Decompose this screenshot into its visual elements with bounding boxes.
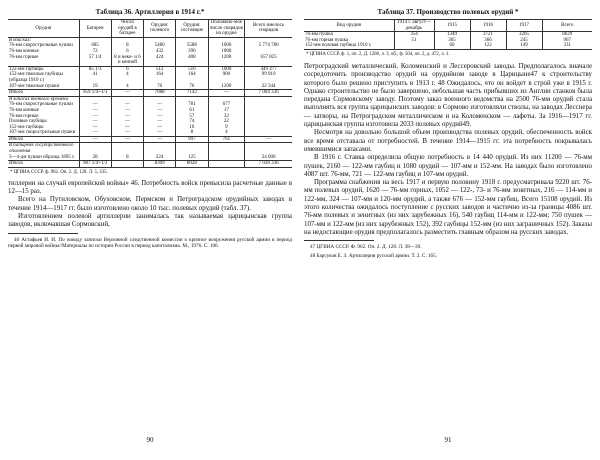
table-cell: — <box>111 102 143 108</box>
table-cell: 164 <box>176 72 208 83</box>
table-cell: 8028 <box>176 161 208 168</box>
table-cell: 6 <box>111 49 143 55</box>
table-cell: — <box>144 114 176 120</box>
table-cell <box>208 161 245 168</box>
table-cell <box>79 143 111 155</box>
col-header-shells-norm: Положено-мое число снарядов на орудие <box>209 20 243 37</box>
table-cell <box>245 143 292 155</box>
table-cell: — <box>111 108 143 114</box>
table-cell: 449 477 <box>245 66 292 72</box>
table-row <box>8 55 292 67</box>
table-cell: 1000 <box>208 49 245 55</box>
field-gun-production-table <box>304 19 592 50</box>
table-cell: 4 <box>208 130 245 136</box>
table-cell: 5588 <box>176 43 208 49</box>
table-cell: 366 <box>470 38 506 44</box>
row-label: 76-мм горные <box>9 54 39 60</box>
table-cell: 408 <box>176 55 208 67</box>
table-cell: 60 <box>434 43 470 49</box>
table-cell: 677 <box>208 102 245 108</box>
table-cell: 17 <box>208 108 245 114</box>
row-label: Итого <box>8 136 79 143</box>
left-paragraph-3: Изготовлением полевой артиллерии занималась так называемая царицынская группа заводов, включавшая Сормовский, <box>8 213 292 229</box>
table-row <box>304 43 592 49</box>
table-cell: 122 <box>470 43 506 49</box>
table-cell: 657 825 <box>245 55 292 67</box>
table-37-caption: Таблица 37. Производство полевых орудий * <box>377 8 519 16</box>
right-footnote-rule <box>304 240 374 241</box>
table-cell: — <box>111 114 143 120</box>
left-footnote-rule <box>8 233 78 234</box>
table-cell: — <box>245 136 292 143</box>
table-cell: 761 <box>208 136 245 143</box>
table-cell: — <box>144 125 176 131</box>
row-label: 76-мм горная пушка <box>305 37 349 43</box>
table-row <box>8 136 292 143</box>
table-cell: 8 <box>111 43 143 49</box>
table-36-source-note: * ЦГВИА СССР. ф. 962. Оп. 2. Д. 128. Л. 5, 335. <box>10 169 108 175</box>
table-cell: 432 <box>144 49 176 55</box>
table-cell: 3205 <box>506 32 542 38</box>
footnote-47: 47 ЦГВИА СССР. Ф. 962. Оп. 2. Д. 128. Л. 38—39. <box>310 244 422 251</box>
table-cell <box>176 143 208 155</box>
table-cell: — <box>79 130 111 136</box>
table-cell: 959 1/4+1/3 <box>79 90 111 97</box>
table-cell: 1000 <box>208 66 245 72</box>
table-cell: 354 <box>394 32 434 38</box>
row-label: 3—4-дм пушки образца 1895 г. <box>9 154 75 160</box>
table-row <box>8 161 292 168</box>
table-cell: 8 и неко- и 6 и конной <box>111 55 143 67</box>
table-cell: 4 <box>111 84 143 90</box>
table-cell: 997 <box>176 136 208 143</box>
col-header-1914: 1914 г. август—декабрь <box>394 20 434 32</box>
table-cell: 74 <box>176 119 208 125</box>
footnote-48: 48 Барсуков Е. З. Артиллерия русской армии. Т. 2. С. 165. <box>310 252 438 259</box>
table-36-body <box>8 37 292 167</box>
table-cell: 72 <box>79 49 111 55</box>
table-cell: 24 000 <box>245 155 292 161</box>
table-cell: 5480 <box>144 43 176 49</box>
col-header-existing: Орудия: состоящие <box>176 20 208 38</box>
col-header-gun-type: Вид орудия <box>304 20 394 32</box>
row-label: 152-мм полевая гаубица 1910 г. <box>304 43 394 49</box>
table-cell: 781 <box>176 102 208 108</box>
table-cell: 987 1/4+1/3 <box>79 161 111 168</box>
table-cell: 7142 <box>176 90 208 97</box>
table-cell: 7 004 336 <box>245 90 292 97</box>
table-cell: 512 <box>144 66 176 72</box>
table-cell: — <box>111 90 143 97</box>
table-cell: 76 <box>176 84 208 90</box>
col-header-batteries: Батареи <box>79 20 111 38</box>
table-cell: 1349 <box>434 32 470 38</box>
table-cell: 390 <box>176 49 208 55</box>
table-cell: — <box>111 136 143 143</box>
left-body-text <box>8 180 292 230</box>
table-cell: 8 <box>176 130 208 136</box>
table-cell: 7088 <box>144 90 176 97</box>
footnote-46: 46 Астафьев И. И. По поводу записки Верховной следственной комиссии о кризисе вооружения русской армии в период первой мировой войны//Материалы по истории России в период капитализма. М., 1976. С. 106. <box>8 236 292 250</box>
table-36-caption: Таблица 36. Артиллерия в 1914 г.* <box>95 8 205 16</box>
col-header-1915: 1915 <box>434 20 470 32</box>
table-cell: 57 <box>176 114 208 120</box>
left-page <box>8 8 292 448</box>
table-cell: — <box>144 130 176 136</box>
row-label: В запасах военного времени <box>8 96 79 102</box>
row-label: 76-мм конные <box>9 107 39 113</box>
table-cell: — <box>79 136 111 143</box>
table-cell: 685 <box>79 43 111 49</box>
table-cell: 22 344 <box>245 84 292 90</box>
table-cell: 28 <box>79 155 111 161</box>
table-cell: — <box>111 130 143 136</box>
table-cell: 41 <box>79 72 111 83</box>
table-cell: 1000 <box>208 43 245 49</box>
table-cell <box>208 143 245 155</box>
col-header-total: Всего <box>542 20 592 32</box>
table-cell: 85 1/3 <box>79 66 111 72</box>
table-cell: 516 <box>176 66 208 72</box>
row-label: 152-мм тяжелые гаубицы (образца 1910 г.) <box>9 72 63 83</box>
table-cell: — <box>208 90 245 97</box>
table-cell <box>144 143 176 155</box>
table-cell: — <box>144 119 176 125</box>
right-body-text <box>304 63 592 237</box>
table-cell: 19 <box>79 84 111 90</box>
table-cell: — <box>144 102 176 108</box>
table-cell: 99 910 <box>245 72 292 83</box>
table-cell: — <box>79 108 111 114</box>
table-cell: — <box>144 108 176 114</box>
table-37-body <box>304 32 592 50</box>
col-header-type: Орудия <box>8 20 79 38</box>
row-label: 107-мм тяжелые пушки <box>9 83 60 89</box>
table-cell: — <box>144 136 176 143</box>
row-label: В батареях государственного ополчения <box>8 143 79 155</box>
table-cell: 51 <box>394 38 434 44</box>
row-label: 76-мм горные <box>9 113 39 119</box>
table-row <box>8 143 292 155</box>
right-paragraph-2: Несмотря на довольно большой объем производства полевых орудий, обеспеченность войск все время отставала от потребностей. В течение 1914—1915 гг. эта потребность покрывалась имевшимися запасами. <box>304 129 592 153</box>
table-cell: 149 <box>506 43 542 49</box>
table-cell <box>394 43 434 49</box>
row-label: В войсках: <box>9 37 32 43</box>
table-cell: 305 <box>434 38 470 44</box>
page-number-right: 91 <box>444 436 452 444</box>
row-label: 122-мм гаубицы <box>8 66 79 72</box>
table-cell: 16 <box>176 125 208 131</box>
table-cell <box>111 161 143 168</box>
table-cell: 1200 <box>208 84 245 90</box>
right-page <box>304 8 592 448</box>
left-paragraph-2: Всего на Путиловском, Обуховском, Пермском и Петроградском орудийных заводах в течение 1914—1917 гг. было изготовлено около 10 тыс. полевых орудий (табл. 37). <box>8 196 292 212</box>
table-row <box>8 72 292 83</box>
table-cell: 6 <box>111 66 143 72</box>
row-label: Итого <box>8 90 79 97</box>
table-cell: 164 <box>144 72 176 83</box>
table-cell: 424 <box>144 55 176 67</box>
table-cell: 9 <box>208 125 245 131</box>
row-label: 76-мм конные <box>9 48 39 54</box>
artillery-1914-table <box>8 19 292 168</box>
row-label: Полевые гаубицы <box>9 119 47 125</box>
table-cell: 61 <box>176 108 208 114</box>
right-paragraph-1: Петроградский металлический, Коломенский и Лессеровский заводы. Предполагалось вначале сосредоточить производство орудий на орудийном заводе в Царицыне47 к строительству которого было решено приступить в 1913 г. 48 Ожидалось, что он войдет в строй уже в 1915 г. Однако строительство не было завершено, небольшая часть прибывших из Англии станков была передана Сормовскому заводу. Поэтому заказ военного ведомства на 2500 76-мм орудий стала выполнять вся группа царицынских заводов: в Сормово изготовляли стволы, на заводах Лесснера — затворы, на Петроградском металлическом и на Коломенском — лафеты. За 1916—1917 гг. царицынская группа изготовила 2033 полевых орудий49. <box>304 62 592 129</box>
table-cell: 8629 <box>542 32 592 38</box>
table-cell: — <box>79 114 111 120</box>
table-cell: 224 <box>144 155 176 161</box>
row-label: 76-мм пушка <box>305 32 333 38</box>
table-cell: — <box>79 119 111 125</box>
right-paragraph-3: В 1916 г. Ставка определила общую потребность в 14 440 орудий. Из них 11200 — 76-мм пушек, 2160 — 122-мм гаубиц и 1080 орудий — 107-мм и 152-мм. На заводах было изготовлено 4087 шт. 76-мм, 721 — 122-мм гаубиц и 107-мм орудий. <box>304 154 592 178</box>
right-paragraph-4: Программа снабжения на весь 1917 и первую половину 1918 г. предусматривала 9220 шт. 76-мм полевых орудий, 1620 — 76-мм горных, 1052 — 122-, 73- и 76-мм зенитных, 216 — 114-мм и 122-мм, 324 — 107-мм и 120-мм орудий, а также 676 — 152-мм гаубиц. Всего 15108 орудий. Из этого количества ожидалось поступление с русских заводов и частично из-за границы 4086 шт. 76-мм полевых и зенитных (из них зарубежных 16), 540 гаубиц 114-мм и 122-мм; 750 пушек — 107-мм и 122-мм (из них зарубежных 152), 392 гаубицы 152-мм (из них заграничных 152). Заказы на недостающие орудия предполагалось разместить главным образом на русских заводах. <box>304 179 592 236</box>
row-label: 107-мм скорострельные пушки <box>9 130 76 136</box>
table-cell: 8309 <box>144 161 176 168</box>
table-row <box>8 90 292 97</box>
col-header-field: Орудия: полевого <box>144 20 176 38</box>
table-cell: 76 <box>144 84 176 90</box>
table-cell: 967 <box>542 38 592 44</box>
table-cell: 245 <box>506 38 542 44</box>
table-cell: 5 774 780 <box>245 43 292 49</box>
table-cell: 7 028 336 <box>245 161 292 168</box>
table-cell: — <box>79 125 111 131</box>
row-label: 152-мм гаубицы <box>9 124 44 130</box>
table-cell: — <box>111 125 143 131</box>
table-cell: 1200 <box>208 55 245 67</box>
table-cell: 331 <box>542 43 592 49</box>
table-cell: — <box>111 119 143 125</box>
row-label: 76-мм скорострельные пушки <box>9 43 73 49</box>
table-cell: 32 <box>208 114 245 120</box>
col-header-1917: 1917 <box>506 20 542 32</box>
table-37-source-note: * ЦГВИА СССР. ф. 1, оп. 2, Д. 1208, л. 3, об.; ф. 504, оп. 2, д. 472, л. 1. <box>306 51 450 57</box>
table-cell: 8 <box>111 155 143 161</box>
table-cell: 900 <box>208 72 245 83</box>
row-label: Итого <box>8 161 79 168</box>
table-cell <box>111 143 143 155</box>
row-label: 76-мм скорострельные пушки <box>9 102 73 108</box>
table-cell: — <box>79 102 111 108</box>
table-cell: 57 1/4 <box>79 55 111 67</box>
table-cell: 3721 <box>470 32 506 38</box>
table-cell: 22 <box>208 119 245 125</box>
table-cell: 4 <box>111 72 143 83</box>
table-cell: 125 <box>176 155 208 161</box>
col-header-per-battery: Число орудий в батарее <box>111 20 143 38</box>
col-header-shells-total: Всего имелось снарядов <box>245 20 292 38</box>
col-header-1916: 1916 <box>470 20 506 32</box>
page-number-left: 90 <box>146 436 154 444</box>
left-paragraph-1: тиллерии на случай европейской войны» 46. Потребность войск превысила расчетные данные в 12—15 раз. <box>8 179 292 196</box>
